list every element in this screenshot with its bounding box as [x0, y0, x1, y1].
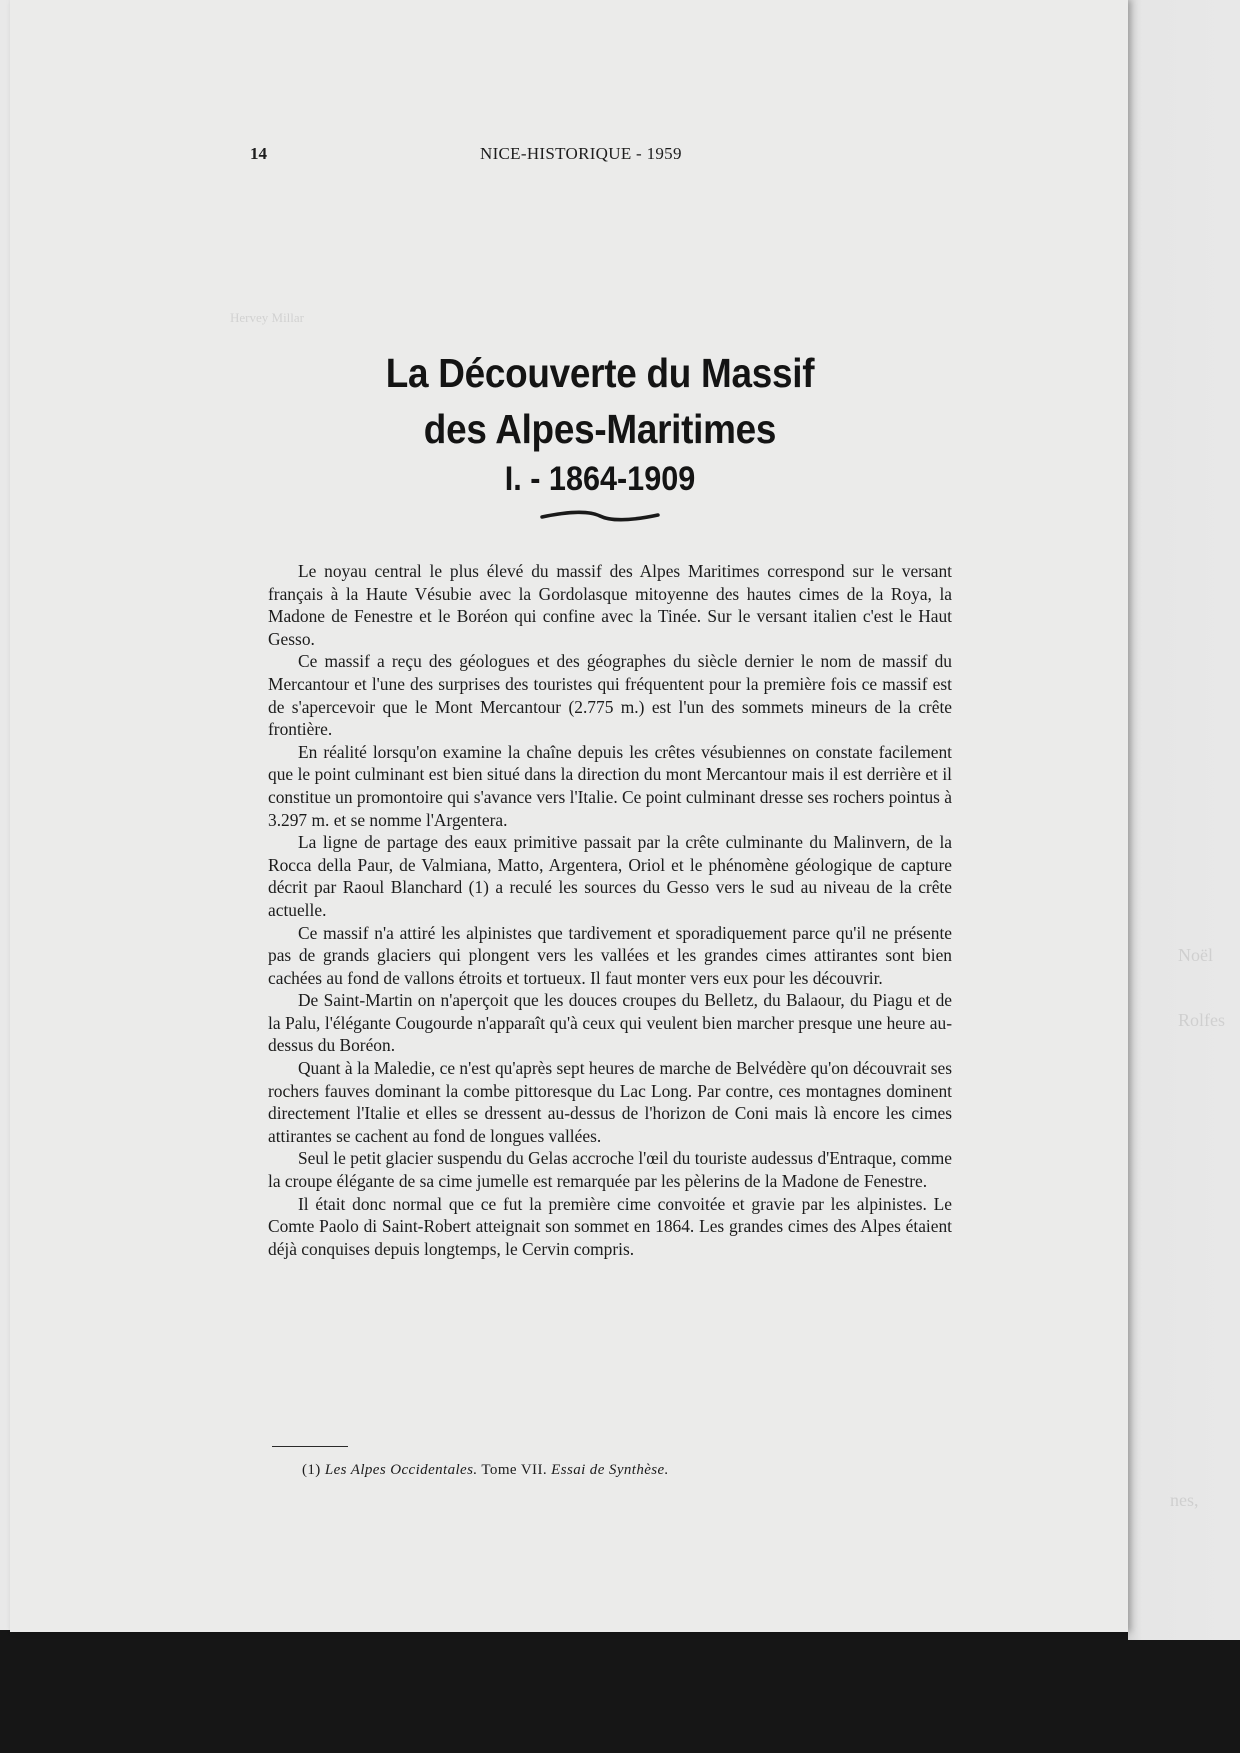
title-subtitle: I. - 1864-1909 [504, 460, 696, 498]
paragraph: Quant à la Maledie, ce n'est qu'après sept heures de marche de Belvédère qu'on découvrait ses rochers fauves dominant la combe pittoresque du Lac Long. Par contre, ces montagnes dominent directement l'Italie et elles se dressent au-dessus de l'horizon de Coni mais là encore les cimes attirantes se cachent au fond de longues vallées. [268, 1058, 952, 1146]
article-title [250, 345, 950, 523]
paragraph: Ce massif n'a attiré les alpinistes que tardivement et sporadiquement parce qu'il ne présente pas de grands glaciers qui plongent vers les vallées et les grandes cimes attirantes sont bien cachées au fond de vallons étroits et tortueux. Il faut monter vers eux pour les découvrir. [268, 922, 952, 988]
title-line-2: des Alpes-Maritimes [423, 406, 777, 452]
bleed-through-text: Hervey Millar [230, 310, 305, 325]
paragraph: En réalité lorsqu'on examine la chaîne depuis les crêtes vésubiennes on constate facilement que le point culminant est bien situé dans la direction du mont Mercantour mais il est derrière et il constitue un promontoire qui s'avance vers l'Italie. Ce point culminant dresse ses rochers pointus à 3.297 m. et se nomme l'Argentera. [268, 741, 952, 830]
footnote-marker: (1) [302, 1462, 321, 1478]
footnote-subtitle: Essai de Synthèse. [551, 1462, 669, 1478]
title-line-1: La Découverte du Massif [385, 350, 815, 396]
page-header [250, 144, 730, 168]
paragraph: Il était donc normal que ce fut la première cime convoitée et gravie par les alpinistes. Le Comte Paolo di Saint-Robert atteignait son sommet en 1864. Les grandes cimes des Alpes étaient déjà conquises depuis longtemps, le Cervin compris. [268, 1193, 952, 1259]
footnote-divider [272, 1446, 348, 1447]
paragraph: Seul le petit glacier suspendu du Gelas accroche l'œil du touriste audessus d'Entraque, comme la croupe élégante de sa cime jumelle est remarquée par les pèlerins de la Madone de Fenestre. [268, 1148, 952, 1192]
footnote [302, 1462, 922, 1479]
bleed-through-text: Noël [1178, 945, 1213, 965]
bleed-through-text: Rolfes [1178, 1010, 1225, 1030]
swash-ornament-icon [540, 509, 660, 523]
paragraph: Ce massif a reçu des géologues et des géographes du siècle dernier le nom de massif du Mercantour et l'une des surprises des touristes qui fréquentent pour la première fois ce massif est de s'apercevoir que le Mont Mercantour (2.775 m.) est l'un des sommets mineurs de la crête frontière. [268, 651, 952, 740]
footnote-work-title: Les Alpes Occidentales. [324, 1462, 478, 1478]
footnote-volume: Tome VII. [481, 1462, 547, 1478]
running-head: NICE-HISTORIQUE - 1959 [480, 144, 682, 163]
paragraph: De Saint-Martin on n'aperçoit que les douces croupes du Belletz, du Balaour, du Piagu et de la Palu, l'élégante Cougourde n'apparaît qu'à ceux qui veulent bien marcher presque une heure au-dessus du Boréon. [268, 990, 952, 1056]
paragraph: Le noyau central le plus élevé du massif des Alpes Maritimes correspond sur le versant français à la Haute Vésubie avec la Gordolasque mitoyenne des hautes cimes de la Roya, la Madone de Fenestre et le Boréon qui confine avec la Tinée. Sur le versant italien c'est le Haut Gesso. [268, 561, 952, 649]
article-body [268, 560, 952, 1260]
adjacent-page-edge [1128, 0, 1240, 1640]
bleed-through-text: nes, [1170, 1490, 1199, 1510]
page-number: 14 [250, 144, 267, 163]
paragraph: La ligne de partage des eaux primitive passait par la crête culminante du Malinvern, de la Rocca della Paur, de Valmiana, Matto, Argentera, Oriol et le phénomène géologique de capture décrit par Raoul Blanchard (1) a reculé les sources du Gesso vers le sud au niveau de la crête actuelle. [268, 832, 952, 920]
